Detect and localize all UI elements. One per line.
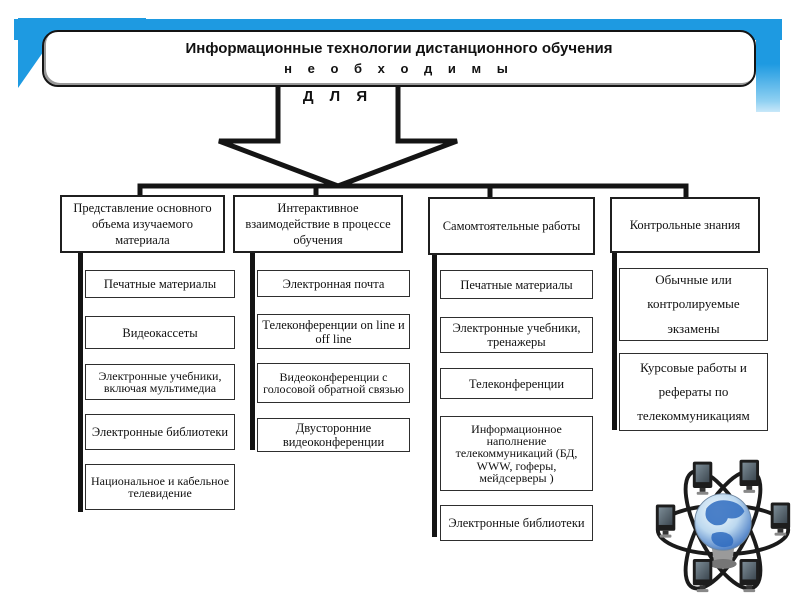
item-box: Электронные библиотеки (85, 414, 235, 450)
column-header-1: Представление основного объема изучаемого материала (60, 195, 225, 253)
item-box: Телеконференции (440, 368, 593, 399)
item-box: Курсовые работы и рефераты по телекоммуникациям (619, 353, 768, 431)
item-box: Печатные материалы (85, 270, 235, 298)
item-box: Электронные библиотеки (440, 505, 593, 541)
item-box: Видеокассеты (85, 316, 235, 349)
item-box: Видеоконференции с голосовой обратной связью (257, 363, 410, 403)
slide-title: Информационные технологии дистанционного обучения (185, 40, 613, 57)
column-header-4: Контрольные знания (610, 197, 760, 253)
item-box: Электронные учебники, тренажеры (440, 317, 593, 353)
column-trunk-3 (432, 254, 437, 537)
slide-subtitle: н е о б х о д и м ы (284, 61, 514, 76)
column-header-3: Самомтоятельные работы (428, 197, 595, 255)
title-box (42, 30, 756, 87)
item-box: Национальное и кабельное телевидение (85, 464, 235, 510)
for-label: Д Л Я (302, 88, 374, 105)
column-trunk-4 (612, 252, 617, 430)
item-box: Электронная почта (257, 270, 410, 297)
item-box: Печатные материалы (440, 270, 593, 299)
column-trunk-1 (78, 252, 83, 512)
item-box: Двусторонние видеоконференции (257, 418, 410, 452)
item-box: Электронные учебники, включая мультимедиа (85, 364, 235, 400)
item-box: Обычные или контролируемые экзамены (619, 268, 768, 341)
item-box: Телеконференции on line и off line (257, 314, 410, 349)
item-box: Информационное наполнение телекоммуникаций (БД, WWW, гоферы, мейдсерверы ) (440, 416, 593, 491)
globe-network-icon (650, 450, 796, 596)
column-trunk-2 (250, 252, 255, 450)
column-header-2: Интерактивное взаимодействие в процессе обучения (233, 195, 403, 253)
